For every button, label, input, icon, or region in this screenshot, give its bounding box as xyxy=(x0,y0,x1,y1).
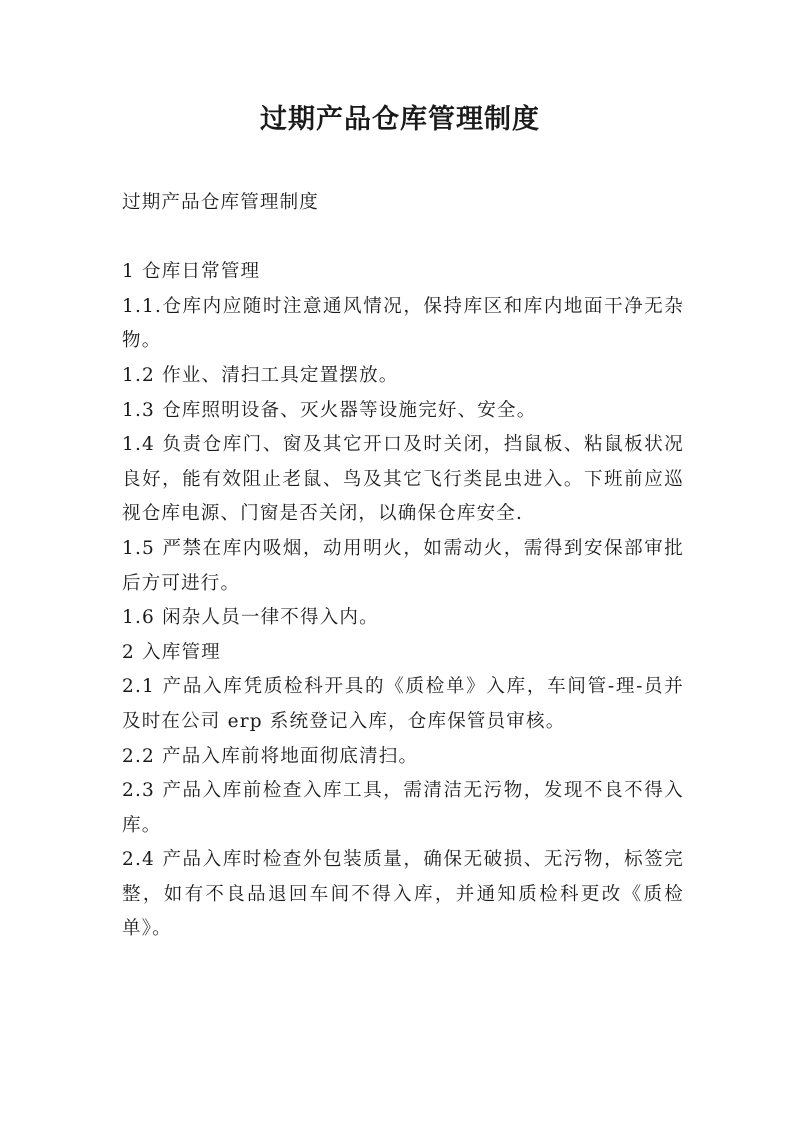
document-title: 过期产品仓库管理制度 xyxy=(260,104,540,135)
document-body xyxy=(122,186,684,947)
paragraph: 2 入库管理 xyxy=(122,641,221,663)
paragraph: 1.3 仓库照明设备、灭火器等设施完好、安全。 xyxy=(122,399,537,421)
paragraph: 1 仓库日常管理 xyxy=(122,261,261,283)
paragraph: 1.1.仓库内应随时注意通风情况，保持库区和库内地面干净无杂物。 xyxy=(122,295,684,352)
paragraph: 2.4 产品入库时检查外包装质量，确保无破损、无污物，标签完整，如有不良品退回车间不得入库，并通知质检科更改《质检单》。 xyxy=(122,849,684,940)
paragraph: 1.5 严禁在库内吸烟，动用明火，如需动火，需得到安保部审批后方可进行。 xyxy=(122,537,684,594)
paragraph: 1.2 作业、清扫工具定置摆放。 xyxy=(122,364,399,386)
paragraph: 2.3 产品入库前检查入库工具，需清洁无污物，发现不良不得入库。 xyxy=(122,780,684,836)
paragraph: 1.4 负责仓库门、窗及其它开口及时关闭，挡鼠板、粘鼠板状况良好，能有效阻止老鼠、鸟及其它飞行类昆虫进入。下班前应巡视仓库电源、门窗是否关闭，以确保仓库安全. xyxy=(122,434,684,525)
paragraph: 2.2 产品入库前将地面彻底清扫。 xyxy=(122,745,419,767)
document-subtitle: 过期产品仓库管理制度 xyxy=(122,192,320,213)
paragraph: 2.1 产品入库凭质检科开具的《质检单》入库，车间管-理-员并及时在公司 erp 系统登记入库，仓库保管员审核。 xyxy=(122,676,684,732)
paragraph: 1.6 闲杂人员一律不得入内。 xyxy=(122,607,379,629)
